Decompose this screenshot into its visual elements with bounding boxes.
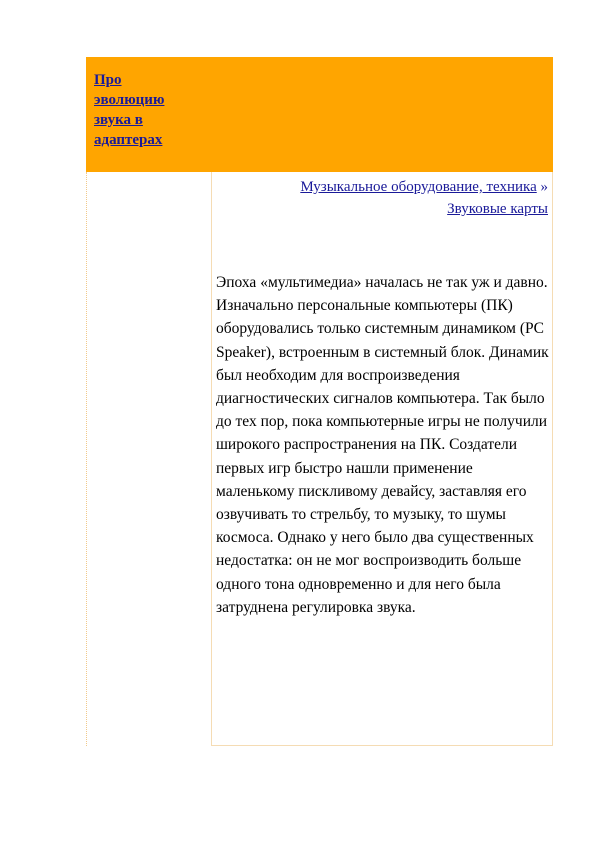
left-empty-cell bbox=[86, 172, 210, 746]
breadcrumb bbox=[248, 176, 548, 220]
breadcrumb-separator: » bbox=[540, 179, 548, 195]
article-title-link[interactable]: Про эволюцию звука в адаптерах bbox=[94, 72, 165, 148]
header-row bbox=[86, 57, 553, 172]
content-cell bbox=[211, 172, 553, 746]
article-body-text: Эпоха «мультимедиа» началась не так уж и давно. Изначально персональные компьютеры (ПК) оборудовались только системным динамиком (PC Speaker), встроенным в системный блок. Динамик был необходим для воспроизведения диагностических сигналов компьютера. Так было до тех пор, пока компьютерные игры не получили широкого распространения на ПК. Создатели первых игр быстро нашли применение маленькому пискливому девайсу, заставляя его озвучивать то стрельбу, то музыку, то шумы космоса. Однако у него было два существенных недостатка: он не мог воспроизводить больше одного тона одновременно и для него была затруднена регулировка звука. bbox=[216, 274, 549, 616]
breadcrumb-link-sound-cards[interactable]: Звуковые карты bbox=[447, 201, 548, 217]
breadcrumb-link-music-equipment[interactable]: Музыкальное оборудование, техника bbox=[300, 179, 537, 195]
